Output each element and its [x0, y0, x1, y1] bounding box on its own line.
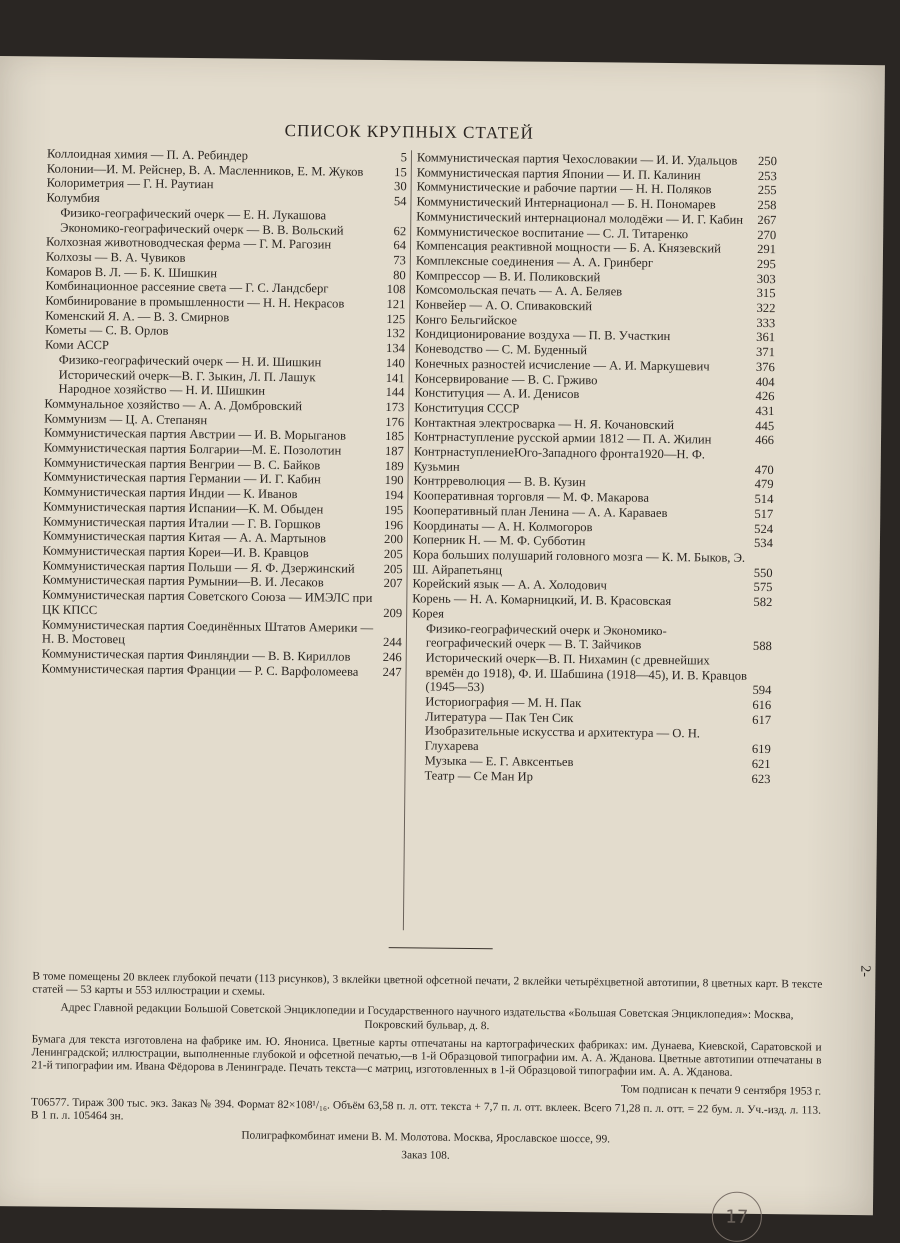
imprint-signed: Том подписан к печати 9 сентября 1953 г. [31, 1078, 821, 1099]
toc-entry-title: Коневодство — С. М. Буденный [415, 342, 751, 360]
toc-entry [411, 724, 771, 757]
toc-entry-title: Физико-географический очерк и Экономико-географический очерк — В. Т. Зайчиков [412, 621, 748, 654]
toc-entry-page: 582 [748, 595, 772, 610]
toc-entry-page: 62 [382, 224, 406, 239]
toc-entry-title: Корея [412, 606, 748, 624]
toc-entry-page: 246 [378, 650, 402, 665]
toc-entry-title: Исторический очерк—В. Г. Зыкин, Л. П. Лашук [45, 367, 381, 385]
toc-entry-title: Коммунистическая партия Франции — Р. С. Варфоломеева [42, 661, 378, 679]
toc-entry-page: 404 [751, 374, 775, 389]
toc-entry-page: 322 [751, 301, 775, 316]
toc-entry-title: Коммунистическая партия Японии — И. П. Калинин [417, 165, 753, 183]
toc-entry-page: 361 [751, 330, 775, 345]
toc-entry-page: 185 [380, 429, 404, 444]
toc-entry-page: 253 [753, 169, 777, 184]
toc-entry-page: 144 [380, 385, 404, 400]
toc-entry [412, 621, 772, 654]
toc-entry-title: Историография — М. Н. Пак [411, 694, 747, 712]
toc-entry-page: 588 [748, 639, 772, 654]
toc-entry-page: 616 [747, 698, 771, 713]
toc-entry-page: 333 [751, 316, 775, 331]
toc-entry-title: Коммунистическая партия Чехословакии — И. И. Удальцов [417, 150, 753, 168]
imprint-paper: Бумага для текста изготовлена на фабрике им. Ю. Янониса. Цветные карты отпечатаны на картографических фабриках: им. Дунаева, Киевской, Саратовской и Ленинградской; иллюстрации, выполненные глубокой и офсетной печатью,—в 1-й Образцовой типографии им. А. А. Жданова. Цветные автотипии отпечатаны в 21-й типографии им. Ивана Фёдорова в Ленинграде. Печать текста—с матриц, изготовленных в 1-й Образцовой типографии им. А. А. Жданова. [31, 1033, 821, 1081]
toc-entry-title: Физико-географический очерк — Н. И. Шишкин [45, 352, 381, 370]
toc-entry-title: Коммунистическая партия Венгрии — В. С. Байков [44, 455, 380, 473]
toc-entry-title: Конго Бельгийское [415, 312, 751, 330]
toc-entry-page: 255 [753, 183, 777, 198]
toc-entry-title: Контактная электросварка — Н. Я. Кочановский [414, 415, 750, 433]
toc-entry-title: Коперник Н. — М. Ф. Субботин [413, 533, 749, 551]
toc-entry-page: 575 [748, 580, 772, 595]
toc-entry-page: 141 [381, 371, 405, 386]
toc-entry-title: Физико-географический очерк — Е. Н. Лукашова [46, 205, 382, 223]
toc-entry-title: Конституция СССР [414, 400, 750, 418]
toc-entry-title: Колхозы — В. А. Чувиков [46, 249, 382, 267]
toc-entry-title: Коммунистическая партия Соединённых Штатов Америки — Н. В. Мостовец [42, 617, 378, 650]
toc-entry-title: Литература — Пак Тен Сик [411, 709, 747, 727]
toc-entry-page: 514 [749, 492, 773, 507]
toc-entry-page: 250 [753, 154, 777, 169]
toc-entry-page: 247 [377, 665, 401, 680]
toc-entry-title: Коммунистическая партия Польши — Я. Ф. Дзержинский [43, 558, 379, 576]
toc-entry-page: 431 [750, 404, 774, 419]
toc-entry-page: 621 [747, 757, 771, 772]
imprint-printer: Полиграфкомбинат имени В. М. Молотова. Москва, Ярославское шоссе, 99. [31, 1127, 821, 1148]
toc-entry-page: 205 [379, 547, 403, 562]
toc-entry-page: 619 [747, 742, 771, 757]
toc-entry [411, 650, 771, 698]
toc-entry-page: 207 [378, 576, 402, 591]
imprint-address: Адрес Главной редакции Большой Советской Энциклопедии и Государственного научного издательства «Большая Советская Энциклопедия»: Москва, Покровский бульвар, д. 8. [32, 1002, 822, 1037]
toc-entry-page: 445 [750, 419, 774, 434]
toc-entry-page: 73 [382, 253, 406, 268]
toc-entry-page: 5 [383, 150, 407, 165]
toc-entry-page: 295 [752, 257, 776, 272]
toc-entry-page: 244 [378, 635, 402, 650]
imprint-block [30, 970, 822, 1172]
toc-entry-page: 524 [749, 521, 773, 536]
page-title: СПИСОК КРУПНЫХ СТАТЕЙ [269, 121, 549, 144]
toc-entry-title: Колумбия [46, 191, 382, 209]
toc-entry-title: Коммунистическая партия Германии — И. Г. Кабин [44, 470, 380, 488]
toc-entry-page: 194 [379, 488, 403, 503]
toc-entry-page: 550 [749, 566, 773, 581]
toc-entry-title: Кооперативная торговля — М. Ф. Макарова [413, 489, 749, 507]
toc-entry-title: Коммунизм — Ц. А. Степанян [44, 411, 380, 429]
toc-entry-title: Народное хозяйство — Н. И. Шишкин [44, 382, 380, 400]
toc-entry [42, 661, 402, 679]
toc-entry-page: 187 [380, 444, 404, 459]
toc-entry-page: 134 [381, 341, 405, 356]
toc-entry-title: Корень — Н. А. Комарницкий, И. В. Красовская [412, 591, 748, 609]
toc-entry-title: Коммунистическая партия Австрии — И. В. Морыганов [44, 426, 380, 444]
toc-entry-title: Колориметрия — Г. Н. Раутиан [47, 176, 383, 194]
toc-entry-title: Коммунистическая партия Индии — К. Иванов [43, 485, 379, 503]
toc-entry-title: Компенсация реактивной мощности — Б. А. Князевский [416, 239, 752, 257]
toc-entry-page: 125 [381, 312, 405, 327]
toc-entry-page: 64 [382, 238, 406, 253]
margin-pencil-mark: 2- [856, 965, 872, 977]
toc-entry-title: Коммунистическая партия Кореи—И. В. Кравцов [43, 543, 379, 561]
toc-entry-page: 479 [749, 477, 773, 492]
toc-entry-title: Исторический очерк—В. П. Нихамин (с древнейших времён до 1918), Ф. И. Шабшина (1918—45), И. В. Кравцов (1945—53) [411, 650, 747, 698]
toc-entry-title: Музыка — Е. Г. Авксентьев [411, 753, 747, 771]
toc-entry-title: Коммунистический интернационал молодёжи — И. Г. Кабин [416, 209, 752, 227]
toc-entry [414, 444, 774, 477]
toc-entry-page: 303 [752, 272, 776, 287]
toc-entry-page: 371 [751, 345, 775, 360]
imprint-print-run: Т06577. Тираж 300 тыс. экз. Заказ № 394. Формат 82×108¹/₁₆. Объём 63,58 п. л. отт. текста + 7,7 п. л. отт. вклеек. Всего 71,28 п. л. отт. = 22 бум. л. Уч.-изд. л. 113. В 1 п. л. 105464 зн. [31, 1096, 821, 1131]
toc-entry-title: Комбинационное рассеяние света — Г. С. Ландсберг [46, 279, 382, 297]
toc-entry-page: 517 [749, 507, 773, 522]
toc-entry-page: 291 [752, 242, 776, 257]
toc-entry [42, 588, 402, 621]
toc-entry-title: Комплексные соединения — А. А. Гринберг [416, 253, 752, 271]
toc-entry-title: Коммунальное хозяйство — А. А. Домбровский [44, 396, 380, 414]
toc-entry-page: 200 [379, 532, 403, 547]
toc-entry-page: 176 [380, 415, 404, 430]
toc-entry-title: Контрреволюция — В. В. Кузин [413, 474, 749, 492]
toc-entry-title: Кооперативный план Ленина — А. А. Караваев [413, 503, 749, 521]
toc-entry-title: Консервирование — В. С. Грживо [415, 371, 751, 389]
toc-entry-title: Коммунистические и рабочие партии — Н. Н. Поляков [417, 180, 753, 198]
toc-entry-page: 189 [380, 459, 404, 474]
library-stamp: 17 [712, 1192, 763, 1243]
toc-entry-title: Контрнаступление русской армии 1812 — П. А. Жилин [414, 430, 750, 448]
toc-entry-page: 623 [746, 771, 770, 786]
toc-entry-page: 315 [751, 286, 775, 301]
toc-entry-title: Кора больших полушарий головного мозга — К. М. Быков, Э. Ш. Айрапетьянц [413, 547, 749, 580]
toc-entry-page: 534 [749, 536, 773, 551]
toc-entry-title: Комсомольская печать — А. А. Беляев [415, 283, 751, 301]
toc-entry-page: 267 [752, 213, 776, 228]
toc-entry-title: Конечных разностей исчисление — А. И. Маркушевич [415, 356, 751, 374]
toc-entry-title: КонтрнаступлениеЮго-Западного фронта1920—Н. Ф. Кузьмин [414, 444, 750, 477]
toc-entry-page: 121 [381, 297, 405, 312]
toc-entry-title: Коммунистическая партия Китая — А. А. Мартынов [43, 529, 379, 547]
toc-entry-page: 132 [381, 326, 405, 341]
toc-entry-title: Конвейер — А. О. Спиваковский [415, 297, 751, 315]
toc-entry-title: Комаров В. Л. — Б. К. Шишкин [46, 264, 382, 282]
toc-entry-page: 54 [382, 194, 406, 209]
toc-entry-title: Коменский Я. А. — В. З. Смирнов [45, 308, 381, 326]
imprint-illustrations: В томе помещены 20 вклеек глубокой печати (113 рисунков), 3 вклейки цветной офсетной печати, 2 вклейки четырёхцветной автотипии, 8 цветных карт. В тексте статей — 53 карты и 553 иллюстрации и схемы. [32, 970, 822, 1005]
toc-entry-title: Корейский язык — А. А. Холодович [412, 577, 748, 595]
toc-entry-title: Кометы — С. В. Орлов [45, 323, 381, 341]
toc-entry-page: 209 [378, 606, 402, 621]
toc-entry-page: 15 [383, 165, 407, 180]
toc-entry-page: 376 [751, 360, 775, 375]
toc-entry-title: Коммунистическая партия Болгарии—М. Е. Позолотин [44, 441, 380, 459]
toc-entry-title: Экономико-географический очерк — В. В. Вольский [46, 220, 382, 238]
toc-entry-page: 30 [383, 179, 407, 194]
toc-entry-title: Коми АССР [45, 338, 381, 356]
toc-entry [413, 547, 773, 580]
toc-entry-title: Изобразительные искусства и архитектура — О. Н. Глухарева [411, 724, 747, 757]
toc-entry-page: 108 [381, 282, 405, 297]
toc-entry-title: Коллоидная химия — П. А. Ребиндер [47, 146, 383, 164]
toc-entry-title: Коммунистическая партия Румынии—В. И. Лесаков [42, 573, 378, 591]
toc-entry [410, 768, 770, 786]
toc-entry-title: Колонии—И. М. Рейснер, В. А. Масленников, Е. М. Жуков [47, 161, 383, 179]
toc-entry-page: 190 [379, 473, 403, 488]
left-column [42, 146, 408, 679]
toc-entry-page: 466 [750, 433, 774, 448]
toc-entry-title: Коммунистическая партия Испании—К. М. Обыден [43, 499, 379, 517]
toc-entry-page: 80 [382, 268, 406, 283]
toc-entry-title: Конституция — А. И. Денисов [414, 386, 750, 404]
right-column [410, 150, 777, 786]
toc-entry-title: Комбинирование в промышленности — Н. Н. Некрасов [45, 294, 381, 312]
toc-entry [42, 617, 402, 650]
toc-entry-title: Коммунистическая партия Италии — Г. В. Горшков [43, 514, 379, 532]
toc-entry-page: 426 [750, 389, 774, 404]
toc-entry-page: 196 [379, 518, 403, 533]
toc-entry-title: Компрессор — В. И. Поликовский [416, 268, 752, 286]
toc-entry-page: 617 [747, 713, 771, 728]
toc-entry-title: Коммунистическая партия Советского Союза — ИМЭЛС при ЦК КПСС [42, 588, 378, 621]
toc-entry-page: 140 [381, 356, 405, 371]
toc-entry-page: 594 [747, 683, 771, 698]
toc-entry-title: Колхозная животноводческая ферма — Г. М. Рагозин [46, 235, 382, 253]
toc-entry-page: 173 [380, 400, 404, 415]
toc-entry-page: 195 [379, 503, 403, 518]
toc-entry-page: 258 [752, 198, 776, 213]
toc-entry-title: Коммунистическая партия Финляндии — В. В. Кириллов [42, 646, 378, 664]
section-rule [389, 947, 493, 949]
toc-entry-page: 270 [752, 227, 776, 242]
toc-entry-page: 470 [750, 463, 774, 478]
toc-entry-title: Коммунистическое воспитание — С. Л. Титаренко [416, 224, 752, 242]
toc-entry-page: 205 [379, 562, 403, 577]
toc-entry-title: Кондиционирование воздуха — П. В. Участкин [415, 327, 751, 345]
toc-entry-title: Коммунистический Интернационал — Б. Н. Пономарев [416, 194, 752, 212]
toc-entry-title: Координаты — А. Н. Колмогоров [413, 518, 749, 536]
book-page [0, 56, 885, 1215]
imprint-order: Заказ 108. [30, 1146, 820, 1167]
toc-entry-title: Театр — Се Ман Ир [410, 768, 746, 786]
